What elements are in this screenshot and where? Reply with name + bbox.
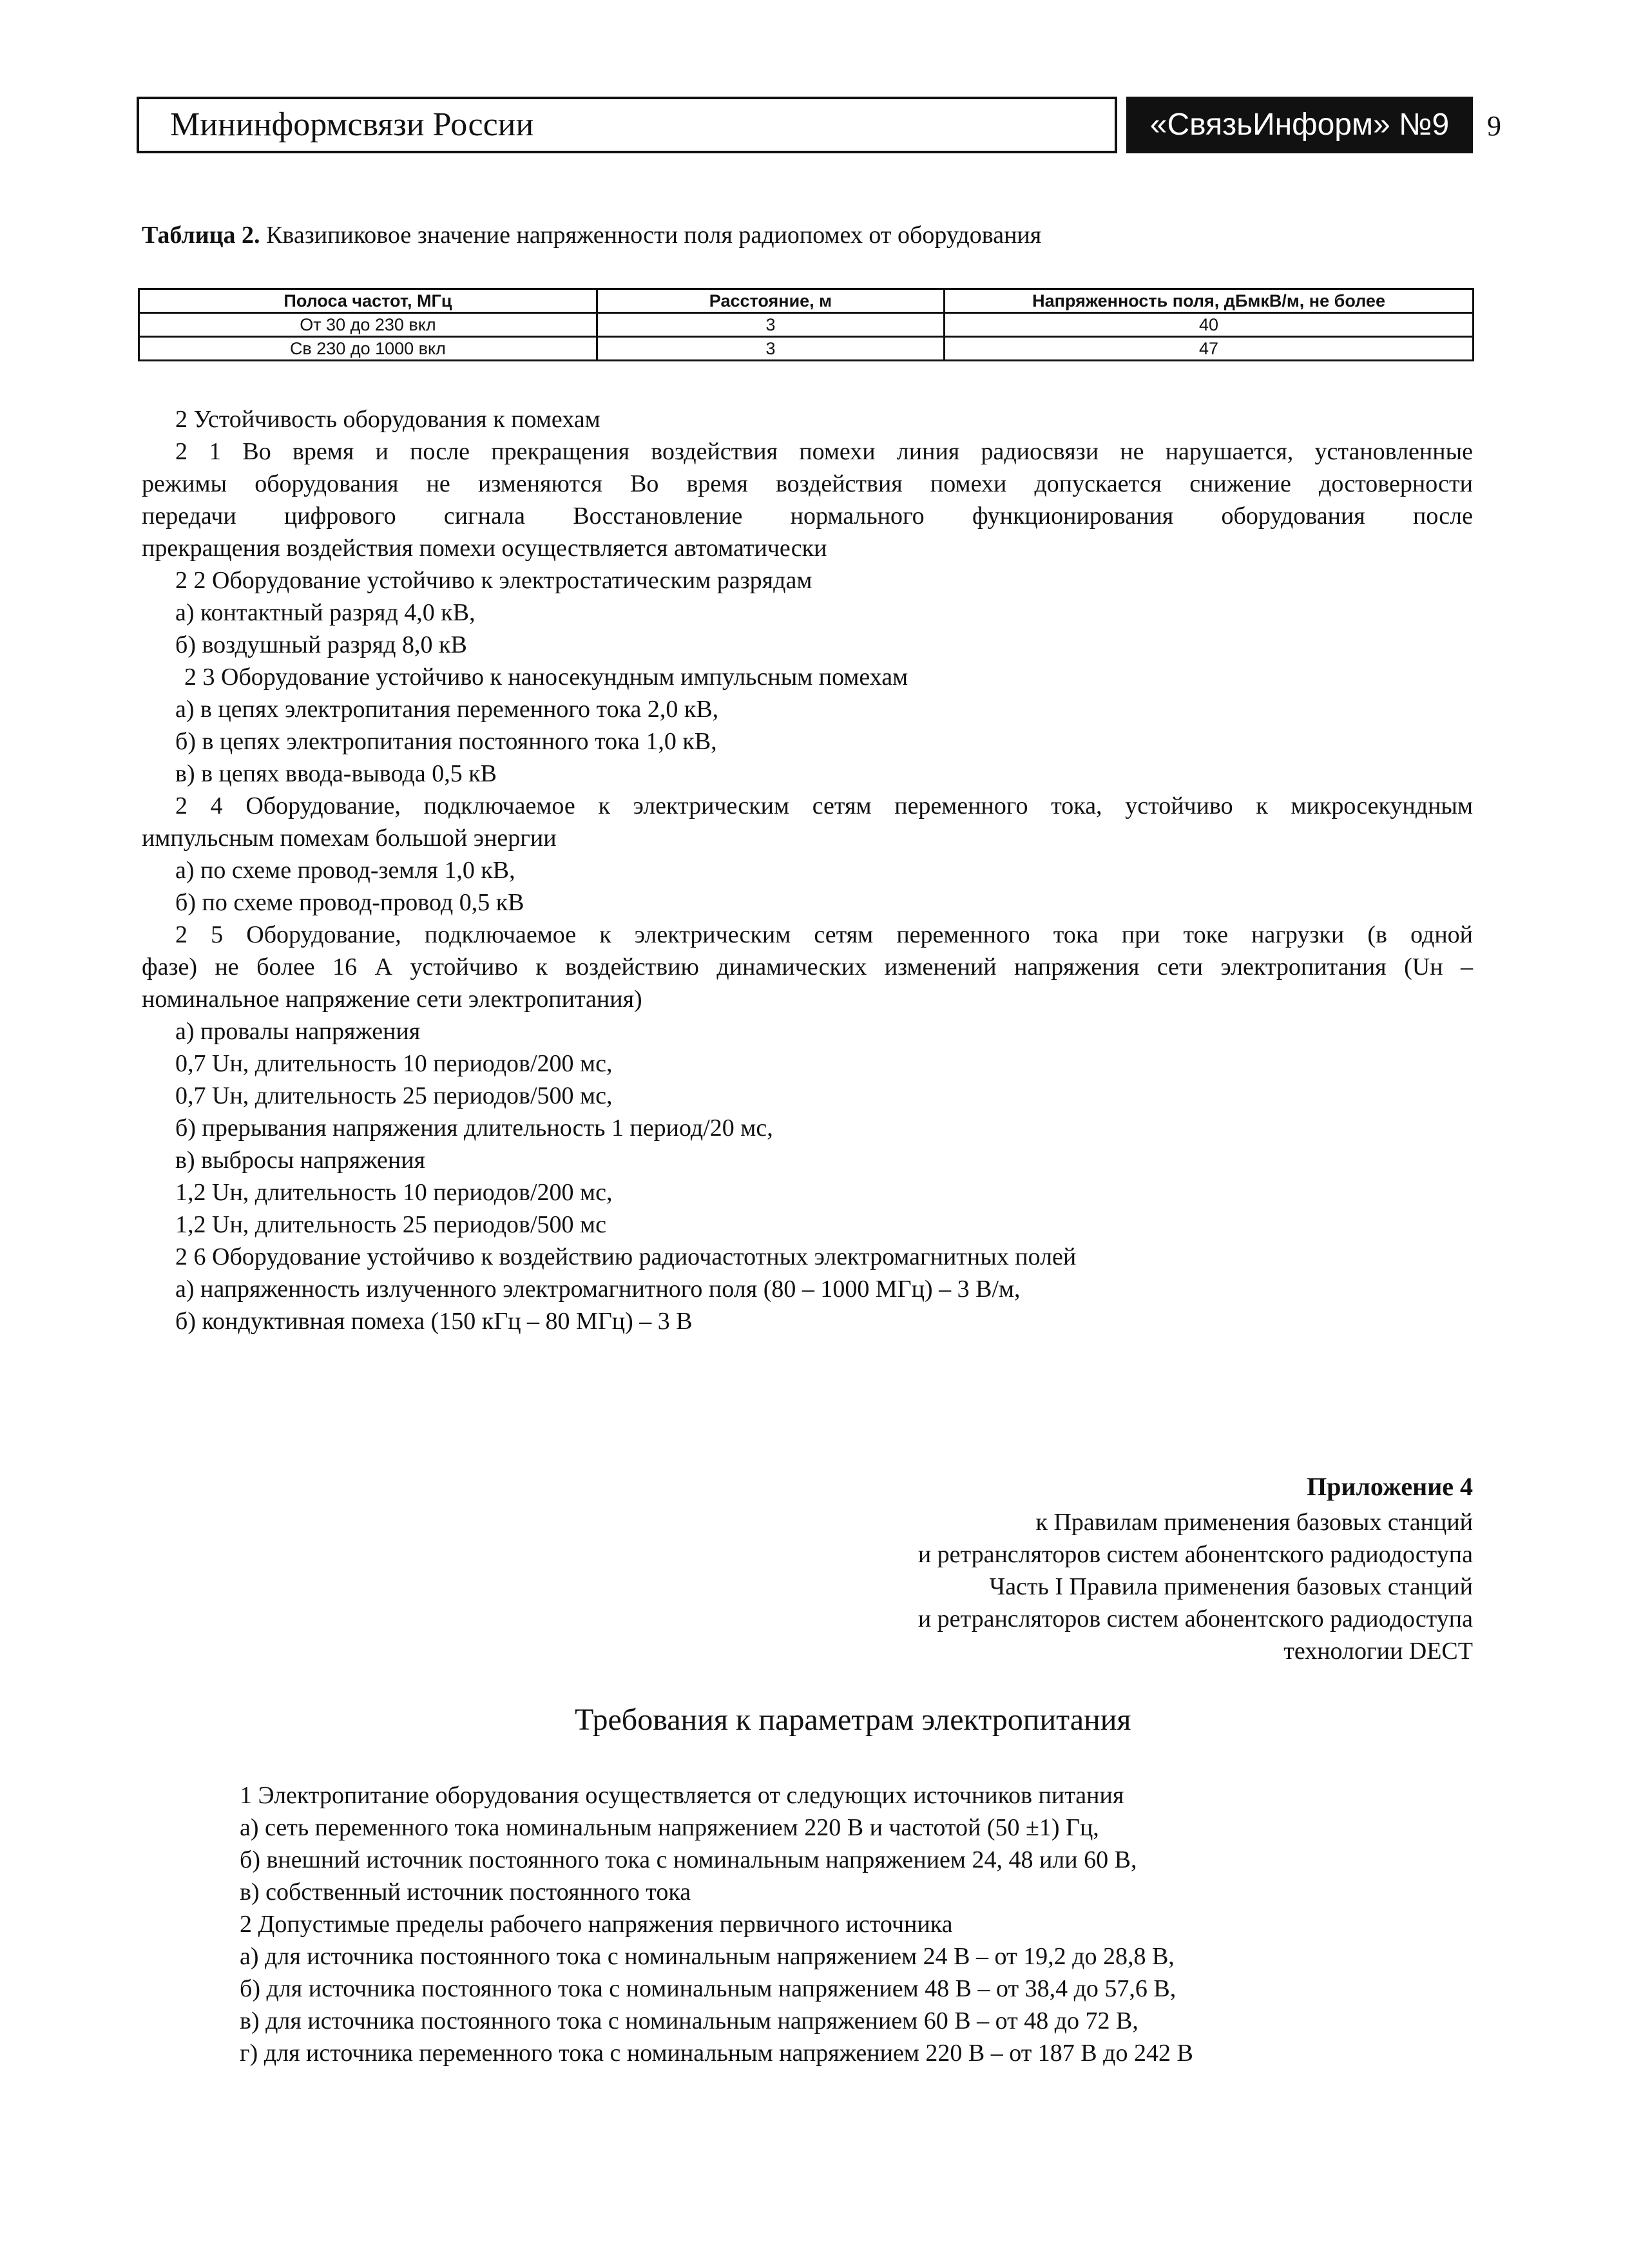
list-item: 1,2 Uн, длительность 25 периодов/500 мс	[175, 1211, 606, 1238]
paragraph-line: импульсным помехам большой энергии	[142, 825, 557, 852]
paragraph-line: 2 Допустимые пределы рабочего напряжения первичного источника	[240, 1911, 953, 1938]
page-number: 9	[1487, 110, 1501, 142]
paragraph-line: фазе) не более 16 А устойчиво к воздействию динамических изменений напряжения сети электропитания (Uн –	[142, 953, 1473, 980]
appendix-subtitle-line: Часть I Правила применения базовых станций	[989, 1573, 1473, 1600]
table-cell: От 30 до 230 вкл	[139, 313, 597, 337]
page-header	[137, 97, 1473, 156]
column-header: Напряженность поля, дБмкВ/м, не более	[945, 289, 1474, 313]
appendix-subtitle-line: и ретрансляторов систем абонентского радиодоступа	[917, 1541, 1473, 1568]
list-item: а) по схеме провод-земля 1,0 кВ,	[175, 857, 515, 884]
list-item: а) контактный разряд 4,0 кВ,	[175, 599, 475, 626]
list-item: а) сеть переменного тока номинальным напряжением 220 В и частотой (50 ±1) Гц,	[240, 1814, 1099, 1841]
list-item: б) прерывания напряжения длительность 1 период/20 мс,	[175, 1114, 773, 1142]
list-item: г) для источника переменного тока с номинальным напряжением 220 В – от 187 В до 242 В	[240, 2040, 1193, 2067]
list-item: 0,7 Uн, длительность 25 периодов/500 мс,	[175, 1082, 613, 1109]
list-item: а) в цепях электропитания переменного тока 2,0 кВ,	[175, 696, 719, 723]
table-cell: 3	[597, 313, 944, 337]
list-item: б) воздушный разряд 8,0 кВ	[175, 631, 467, 658]
table-cell: 3	[597, 337, 944, 361]
appendix-subtitle-line: и ретрансляторов систем абонентского радиодоступа	[917, 1605, 1473, 1632]
list-item: в) в цепях ввода-вывода 0,5 кВ	[175, 760, 497, 787]
paragraph-line: 2 6 Оборудование устойчиво к воздействию радиочастотных электромагнитных полей	[175, 1243, 1077, 1270]
list-item: а) напряженность излученного электромагнитного поля (80 – 1000 МГц) – 3 В/м,	[175, 1276, 1021, 1303]
table-header-row	[139, 289, 1474, 313]
paragraph-line: режимы оборудования не изменяются Во время воздействия помехи допускается снижение достоверности	[142, 470, 1473, 497]
emission-table	[138, 288, 1474, 361]
paragraph-line: номинальное напряжение сети электропитания)	[142, 986, 642, 1013]
paragraph-line: 2 1 Во время и после прекращения воздействия помехи линия радиосвязи не нарушается, установленные	[175, 438, 1473, 465]
table-cell: 47	[945, 337, 1474, 361]
paragraph-line: 2 3 Оборудование устойчиво к наносекундным импульсным помехам	[184, 664, 908, 691]
paragraph-line: 2 5 Оборудование, подключаемое к электрическим сетям переменного тока при токе нагрузки (в одной	[175, 921, 1473, 948]
section-title: Требования к параметрам электропитания	[575, 1703, 1131, 1737]
section-heading: 2 Устойчивость оборудования к помехам	[175, 406, 600, 433]
paragraph-line: 2 2 Оборудование устойчиво к электростатическим разрядам	[175, 567, 812, 594]
list-item: 1,2 Uн, длительность 10 периодов/200 мс,	[175, 1179, 613, 1206]
paragraph-line: 2 4 Оборудование, подключаемое к электрическим сетям переменного тока, устойчиво к микросекундным	[175, 792, 1473, 819]
list-item: б) внешний источник постоянного тока с номинальным напряжением 24, 48 или 60 В,	[240, 1846, 1137, 1873]
list-item: б) по схеме провод-провод 0,5 кВ	[175, 889, 524, 916]
paragraph-line: прекращения воздействия помехи осуществляется автоматически	[142, 535, 827, 562]
list-item: б) в цепях электропитания постоянного тока 1,0 кВ,	[175, 728, 717, 755]
appendix-subtitle-line: технологии DECT	[1283, 1638, 1473, 1665]
list-item: в) выбросы напряжения	[175, 1147, 426, 1174]
paragraph-line: передачи цифрового сигнала Восстановление нормального функционирования оборудования после	[142, 502, 1473, 530]
appendix-title: Приложение 4	[1307, 1472, 1473, 1501]
list-item: б) для источника постоянного тока с номинальным напряжением 48 В – от 38,4 до 57,6 В,	[240, 1975, 1177, 2002]
table-caption-text: Квазипиковое значение напряженности поля радиопомех от оборудования	[260, 222, 1042, 249]
list-item: б) кондуктивная помеха (150 кГц – 80 МГц) – 3 В	[175, 1308, 693, 1335]
list-item: в) для источника постоянного тока с номинальным напряжением 60 В – от 48 до 72 В,	[240, 2007, 1138, 2034]
list-item: а) провалы напряжения	[175, 1018, 421, 1045]
appendix-subtitle-line: к Правилам применения базовых станций	[1035, 1509, 1473, 1536]
ministry-name: Мининформсвязи России	[137, 97, 1117, 153]
list-item: в) собственный источник постоянного тока	[240, 1879, 691, 1906]
table-caption-label: Таблица 2.	[142, 222, 260, 249]
table-row	[139, 313, 1474, 337]
list-item: 0,7 Uн, длительность 10 периодов/200 мс,	[175, 1050, 613, 1077]
list-item: а) для источника постоянного тока с номинальным напряжением 24 В – от 19,2 до 28,8 В,	[240, 1943, 1175, 1970]
column-header: Полоса частот, МГц	[139, 289, 597, 313]
table-cell: 40	[945, 313, 1474, 337]
publication-name: «СвязьИнформ» №9	[1126, 97, 1473, 153]
table-caption	[142, 219, 1041, 251]
table-row	[139, 337, 1474, 361]
column-header: Расстояние, м	[597, 289, 944, 313]
paragraph-line: 1 Электропитание оборудования осуществляется от следующих источников питания	[240, 1782, 1124, 1809]
table-cell: Св 230 до 1000 вкл	[139, 337, 597, 361]
